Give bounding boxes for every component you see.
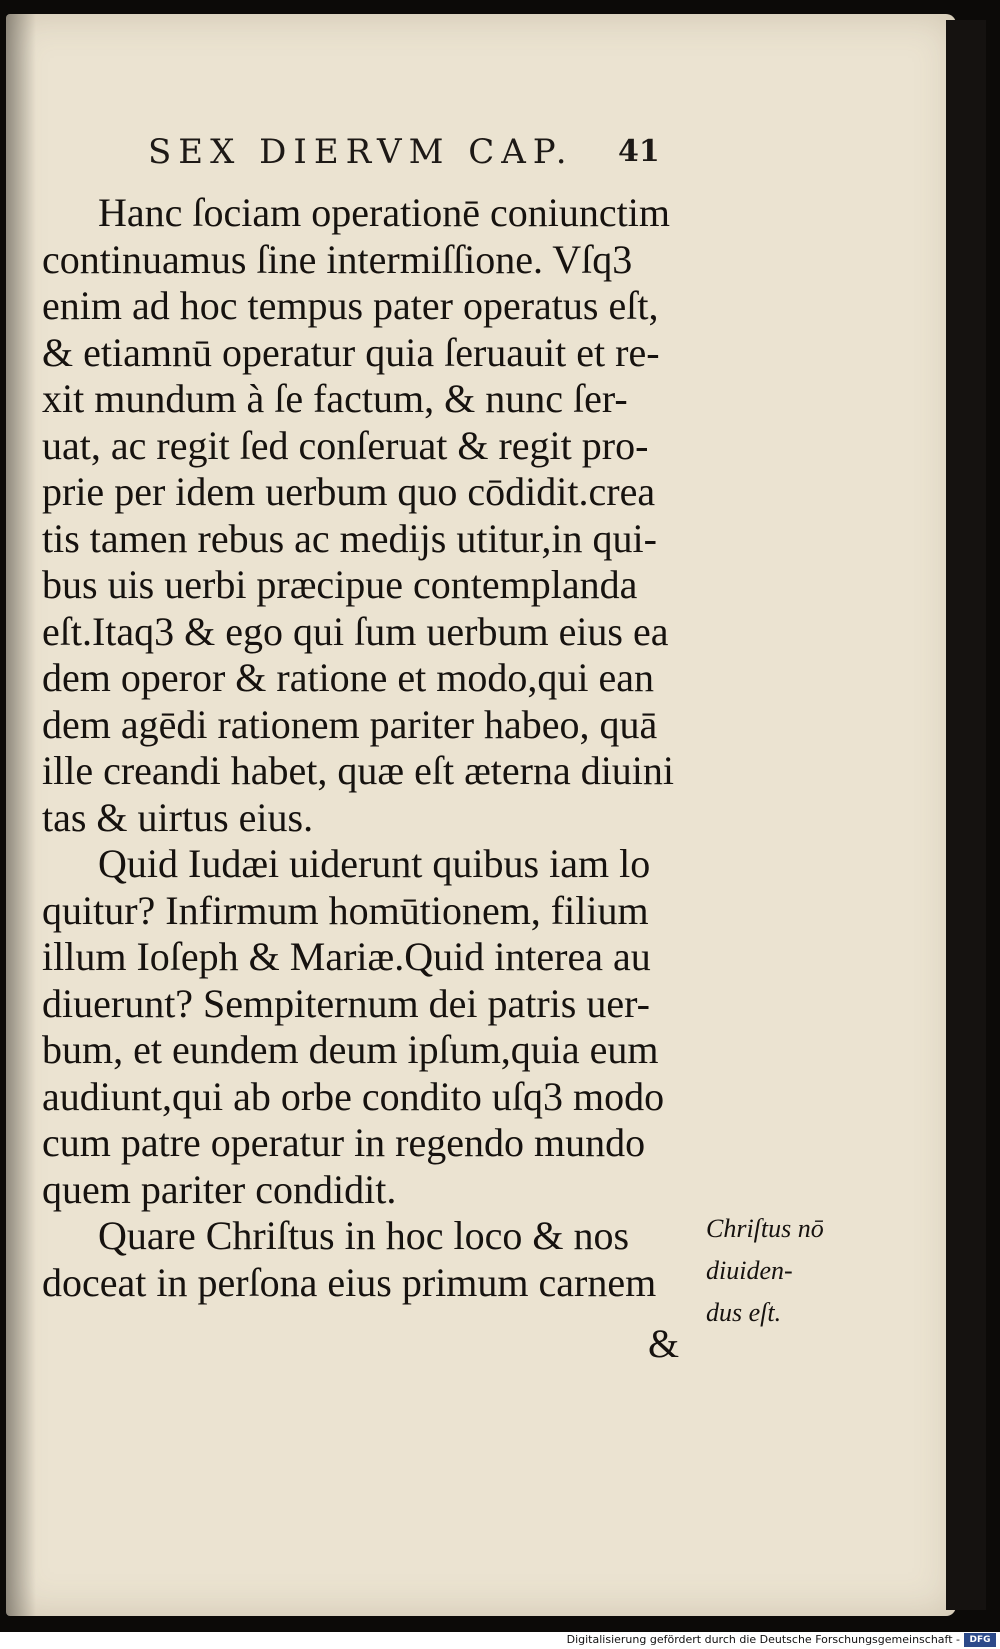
text-line: audiunt,qui ab orbe condito uſq3 modo (42, 1073, 665, 1119)
text-line: Quare Chriſtus in hoc loco & nos (98, 1213, 630, 1258)
marginal-note-line: dus eſt. (706, 1298, 782, 1327)
text-line: enim ad hoc tempus pater operatus eſt, (42, 283, 659, 328)
text-line: Quid Iudæi uiderunt quibus iam lo (98, 841, 651, 886)
text-line: quitur? Infirmum homūtionem, filium (42, 887, 649, 933)
text-line: xit mundum à ſe factum, & nunc ſer- (42, 376, 628, 421)
text-line: eſt.Itaq3 & ego qui ſum uerbum eius ea (42, 608, 669, 654)
text-line: Hanc ſociam operationē coniunctim (98, 190, 671, 235)
text-line: tis tamen rebus ac medijs utitur,in qui- (42, 515, 657, 561)
text-line: illum Ioſeph & Mariæ.Quid interea au (42, 934, 651, 979)
text-line: ille creandi habet, quæ eſt æterna diuini (42, 748, 675, 793)
text-line: prie per idem uerbum quo cōdidit.crea (42, 469, 656, 514)
text-line: quem pariter condidit. (42, 1166, 397, 1212)
text-line: cum patre operatur in regendo mundo (42, 1120, 646, 1165)
text-line: bus uis uerbi præcipue contemplanda (42, 562, 638, 607)
text-line: uat, ac regit ſed conſeruat & regit pro- (42, 422, 649, 468)
running-head (148, 132, 668, 180)
body-text (42, 190, 714, 1306)
text-line: tas & uirtus eius. (42, 794, 314, 840)
text-line: & etiamnū operatur quia ſeruauit et re- (42, 329, 660, 375)
catchword: & (648, 1321, 680, 1366)
marginal-note-line: diuiden- (706, 1256, 793, 1285)
text-line: bum, et eundem deum ipſum,quia eum (42, 1027, 659, 1072)
marginal-note-line: Chriſtus nō (706, 1214, 824, 1243)
text-line: continuamus ſine intermiſſione. Vſq3 (42, 236, 633, 282)
folio-number: 41 (618, 134, 660, 169)
dfg-logo: DFG (964, 1633, 996, 1647)
page-edge (946, 20, 986, 1610)
page-gutter-shadow (6, 14, 36, 1616)
funding-credit: Digitalisierung gefördert durch die Deutsche Forschungsgemeinschaft - (566, 1633, 960, 1646)
text-line: dem agēdi rationem pariter habeo, quā (42, 701, 658, 747)
running-head-title: SEX DIERVM CAP. (148, 132, 574, 172)
text-line: diuerunt? Sempiternum dei patris uer- (42, 980, 650, 1026)
text-line: dem operor & ratione et modo,qui ean (42, 655, 655, 700)
text-line: doceat in perſona eius primum carnem (42, 1259, 657, 1305)
marginal-note (706, 1208, 856, 1334)
